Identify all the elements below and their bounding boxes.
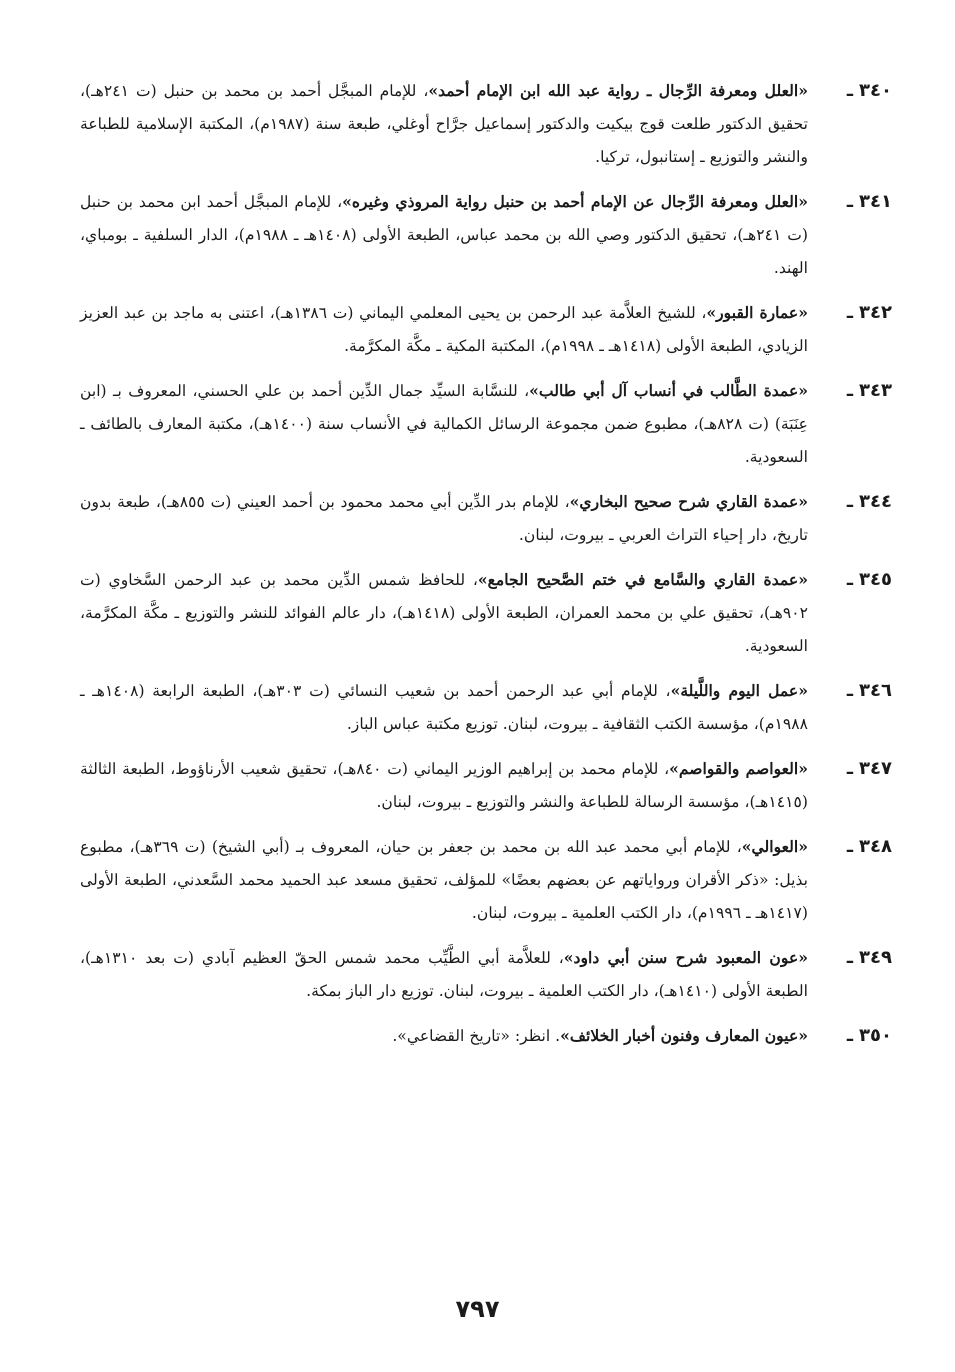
- entry-title: «عيون المعارف وفنون أخبار الخلائف»: [560, 1026, 808, 1045]
- page-number: ٧٩٧: [455, 1295, 500, 1323]
- bibliography-entry-341: [80, 185, 892, 285]
- bibliography-list: [80, 74, 892, 1064]
- bibliography-entry-346: [80, 674, 892, 741]
- entry-number: ٣٤٩ـ: [846, 947, 892, 968]
- entry-number: ٣٤٢ـ: [846, 302, 892, 323]
- entry-text: ، للعلاَّمة أبي الطَّيِّب محمد شمس الحقّ العظيم آبادي (ت بعد ١٣١٠هـ)، الطبعة الأولى (١٤١٠هـ)، دار الكتب العلمية ـ بيروت، لبنان. توزيع دار الباز بمكة.: [80, 949, 808, 1000]
- entry-title: «العلل ومعرفة الرِّجال عن الإمام أحمد بن حنبل رواية المروذي وغيره»: [342, 192, 808, 211]
- entry-title: «عمدة القاري شرح صحيح البخاري»: [569, 492, 808, 511]
- bibliography-entry-347: [80, 752, 892, 819]
- entry-body: [80, 185, 808, 285]
- bibliography-entry-348: [80, 830, 892, 930]
- entry-body: [80, 1019, 808, 1053]
- entry-body: [80, 374, 808, 474]
- entry-number: ٣٤٦ـ: [846, 680, 892, 701]
- entry-text: ، للإمام المبجَّل أحمد بن محمد بن حنبل (ت ٢٤١هـ)، تحقيق الدكتور طلعت قوج بيكيت والدكتور إسماعيل جرَّاح أوغلي، طبعة سنة (١٩٨٧م)، المكتبة الإسلامية للطباعة والنشر والتوزيع ـ إستانبول، تركيا.: [80, 82, 808, 166]
- entry-number: ٣٤١ـ: [846, 191, 892, 212]
- entry-title: «عمل اليوم واللَّيلة»: [670, 681, 808, 700]
- entry-body: [80, 563, 808, 663]
- entry-text: ، للشيخ العلاَّمة عبد الرحمن بن يحيى المعلمي اليماني (ت ١٣٨٦هـ)، اعتنى به ماجد بن عبد العزيز الزيادي، الطبعة الأولى (١٤١٨هـ ـ ١٩٩٨م)، المكتبة المكية ـ مكَّة المكرَّمة.: [80, 304, 808, 355]
- entry-number: ٣٤٤ـ: [846, 491, 892, 512]
- entry-text: ، للإمام بدر الدِّين أبي محمد محمود بن أحمد العيني (ت ٨٥٥هـ)، طبعة بدون تاريخ، دار إحياء التراث العربي ـ بيروت، لبنان.: [80, 493, 808, 544]
- entry-body: [80, 941, 808, 1008]
- entry-body: [80, 752, 808, 819]
- bibliography-entry-344: [80, 485, 892, 552]
- entry-body: [80, 830, 808, 930]
- bibliography-entry-342: [80, 296, 892, 363]
- entry-text: . انظر: «تاريخ القضاعي».: [392, 1027, 561, 1045]
- entry-title: «عمدة القاري والسَّامع في ختم الصَّحيح الجامع»: [477, 570, 808, 589]
- entry-number: ٣٤٧ـ: [846, 758, 892, 779]
- entry-body: [80, 674, 808, 741]
- entry-body: [80, 296, 808, 363]
- bibliography-entry-343: [80, 374, 892, 474]
- entry-number: ٣٤٠ـ: [846, 80, 892, 101]
- entry-text: ، للحافظ شمس الدِّين محمد بن عبد الرحمن السَّخاوي (ت ٩٠٢هـ)، تحقيق علي بن محمد العمران، الطبعة الأولى (١٤١٨هـ)، دار عالم الفوائد للنشر والتوزيع ـ مكَّة المكرَّمة، السعودية.: [80, 571, 808, 655]
- entry-title: «العواصم والقواصم»: [669, 759, 808, 778]
- entry-number: ٣٥٠ـ: [846, 1025, 892, 1046]
- bibliography-entry-350: [80, 1019, 892, 1053]
- bibliography-entry-349: [80, 941, 892, 1008]
- entry-title: «العوالي»: [741, 837, 808, 856]
- entry-body: [80, 74, 808, 174]
- entry-number: ٣٤٥ـ: [846, 569, 892, 590]
- bibliography-entry-345: [80, 563, 892, 663]
- entry-text: ، للإمام محمد بن إبراهيم الوزير اليماني (ت ٨٤٠هـ)، تحقيق شعيب الأرناؤوط، الطبعة الثالثة (١٤١٥هـ)، مؤسسة الرسالة للطباعة والنشر والتوزيع ـ بيروت، لبنان.: [80, 760, 808, 811]
- entry-title: «عون المعبود شرح سنن أبي داود»: [563, 948, 808, 967]
- entry-number: ٣٤٣ـ: [846, 380, 892, 401]
- entry-text: ، للإمام أبي محمد عبد الله بن محمد بن جعفر بن حيان، المعروف بـ (أبي الشيخ) (ت ٣٦٩هـ)، مطبوع بذيل: «ذكر الأقران ورواياتهم عن بعضهم بعضًا» للمؤلف، تحقيق مسعد عبد الحميد محمد السَّعدني، الطبعة الأولى (١٤١٧هـ ـ ١٩٩٦م)، دار الكتب العلمية ـ بيروت، لبنان.: [80, 838, 808, 922]
- entry-text: ، للإمام أبي عبد الرحمن أحمد بن شعيب النسائي (ت ٣٠٣هـ)، الطبعة الرابعة (١٤٠٨هـ ـ ١٩٨٨م)، مؤسسة الكتب الثقافية ـ بيروت، لبنان. توزيع مكتبة عباس الباز.: [80, 682, 808, 733]
- bibliography-entry-340: [80, 74, 892, 174]
- entry-title: «عمارة القبور»: [706, 303, 808, 322]
- entry-body: [80, 485, 808, 552]
- entry-number: ٣٤٨ـ: [846, 836, 892, 857]
- entry-text: ، للنسَّابة السيِّد جمال الدِّين أحمد بن علي الحسني، المعروف بـ (ابن عِنَبَة) (ت ٨٢٨هـ)، مطبوع ضمن مجموعة الرسائل الكمالية في الأنساب سنة (١٤٠٠هـ)، مكتبة المعارف بالطائف ـ السعودية.: [80, 382, 808, 466]
- entry-title: «العلل ومعرفة الرِّجال ـ رواية عبد الله ابن الإمام أحمد»: [428, 81, 808, 100]
- entry-text: ، للإمام المبجَّل أحمد ابن محمد بن حنبل (ت ٢٤١هـ)، تحقيق الدكتور وصي الله بن محمد عباس، الطبعة الأولى (١٤٠٨هـ ـ ١٩٨٨م)، الدار السلفية ـ بومباي، الهند.: [80, 193, 808, 277]
- entry-title: «عمدة الطَّالب في أنساب آل أبي طالب»: [529, 381, 808, 400]
